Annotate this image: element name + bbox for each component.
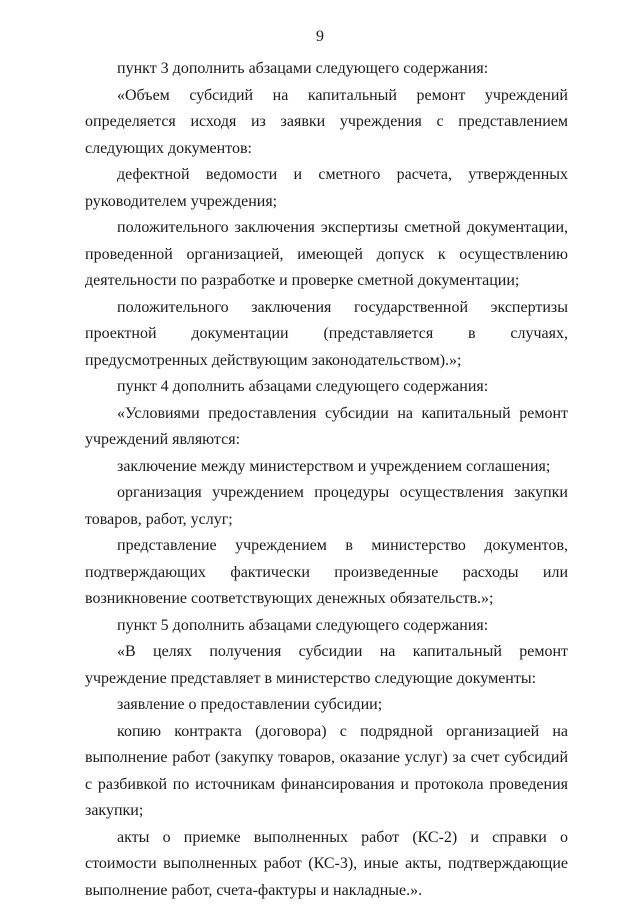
paragraph: положительного заключения государственной экспертизы проектной документации (представляется в случаях, предусмотренных действующим законодательством).»; [85, 298, 568, 369]
paragraph: дефектной ведомости и сметного расчета, утвержденных руководителем учреждения; [85, 166, 568, 210]
document-body [85, 56, 568, 904]
paragraph: пункт 5 дополнить абзацами следующего содержания: [117, 616, 489, 634]
paragraph: акты о приемке выполненных работ (КС-2) и справки о стоимости выполненных работ (КС-3), иные акты, подтверждающие выполнение работ, счета-фактуры и накладные.». [85, 828, 568, 899]
paragraph: положительного заключения экспертизы сметной документации, проведенной организацией, имеющей допуск к осуществлению деятельности по разработке и проверке сметной документации; [85, 219, 568, 289]
paragraph: пункт 4 дополнить абзацами следующего содержания: [117, 378, 489, 395]
paragraph: заключение между министерством и учреждением соглашения; [117, 457, 551, 475]
paragraph: организация учреждением процедуры осуществления закупки товаров, работ, услуг; [85, 484, 568, 528]
paragraph: «Объем субсидий на капитальный ремонт учреждений определяется исходя из заявки учреждения с представлением следующих документов: [85, 86, 568, 157]
paragraph: копию контракта (договора) с подрядной организацией на выполнение работ (закупку товаров, оказание услуг) за счет субсидий с разбивкой по источникам финансирования и протокола проведения закупки; [85, 722, 568, 819]
paragraph: «Условиями предоставления субсидии на капитальный ремонт учреждений являются: [85, 404, 568, 448]
paragraph: пункт 3 дополнить абзацами следующего содержания: [117, 60, 489, 77]
paragraph: «В целях получения субсидии на капитальный ремонт учреждение представляет в министерство следующие документы: [85, 643, 568, 687]
paragraph: представление учреждением в министерство документов, подтверждающих фактически произведенные расходы или возникновение соответствующих денежных обязательств.»; [85, 537, 568, 607]
paragraph: заявление о предоставлении субсидии; [117, 696, 383, 713]
page-number: 9 [316, 28, 324, 45]
